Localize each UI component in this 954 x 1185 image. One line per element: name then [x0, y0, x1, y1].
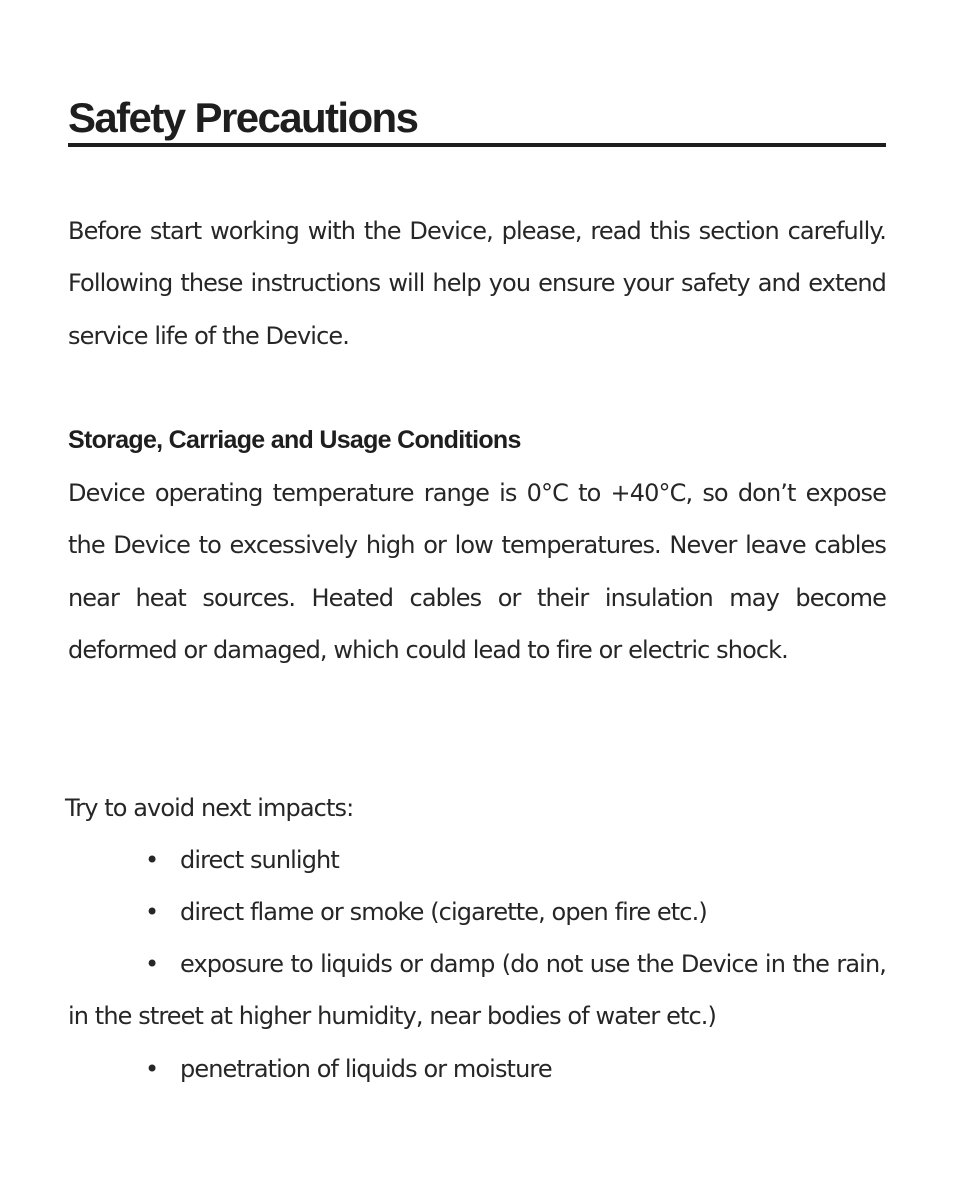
bullet-icon: •: [145, 898, 159, 926]
section-heading-storage: Storage, Carriage and Usage Conditions: [68, 426, 521, 454]
list-item: [68, 938, 886, 1043]
list-item-text: exposure to liquids or damp (do not use the Device in the rain, in the street at higher humidity, near bodies of water etc.): [68, 950, 886, 1031]
avoid-lead-text: Try to avoid next impacts:: [65, 794, 354, 822]
list-item-text: direct sunlight: [180, 846, 339, 874]
bullet-icon: •: [145, 950, 159, 978]
title-underline: [68, 143, 886, 147]
list-item-text: penetration of liquids or moisture: [180, 1055, 552, 1083]
bullet-icon: •: [145, 1055, 159, 1083]
storage-paragraph: Device operating temperature range is 0°C to +40°C, so don’t expose the Device to excessively high or low temperatures. Never leave cables near heat sources. Heated cables or their insulation may become deformed or damaged, which could lead to fire or electric shock.: [68, 479, 886, 664]
list-item-text: direct flame or smoke (cigarette, open fire etc.): [180, 898, 707, 926]
page-title: Safety Precautions: [68, 94, 418, 141]
intro-paragraph: Before start working with the Device, please, read this section carefully. Following these instructions will help you ensure your safety and extend service life of the Device.: [68, 217, 886, 350]
bullet-icon: •: [145, 846, 159, 874]
